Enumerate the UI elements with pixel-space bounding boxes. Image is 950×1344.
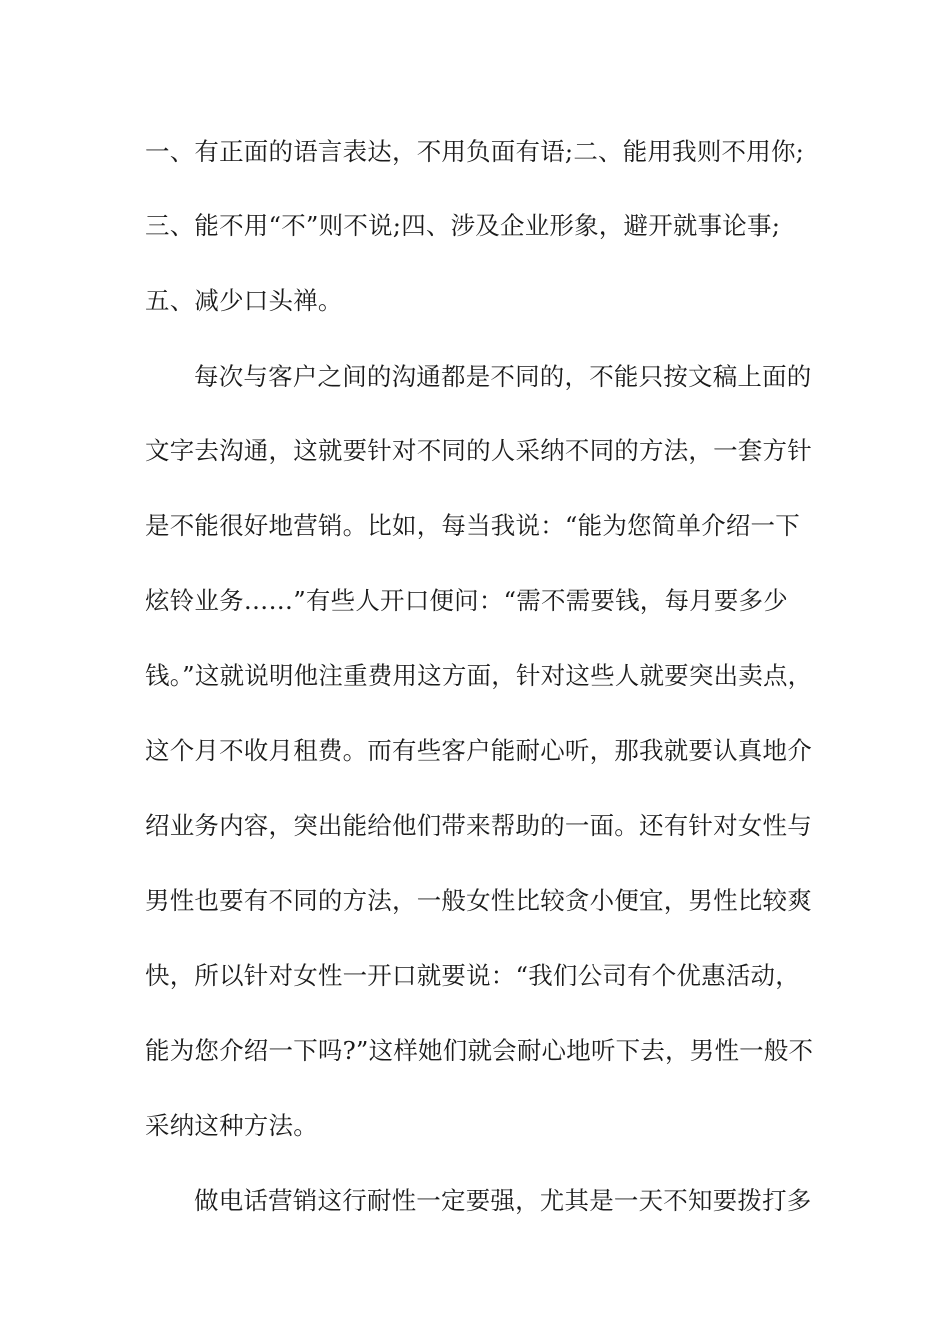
paragraph-first-line: 每次与客户之间的沟通都是不同的，不能只按文稿上面的: [194, 362, 812, 391]
text-line: 文字去沟通，这就要针对不同的人采纳不同的方法，一套方针: [145, 436, 812, 465]
text-line: 三、能不用“不”则不说;四、涉及企业形象，避开就事论事;: [145, 211, 781, 240]
text-line: 五、减少口头禅。: [145, 286, 343, 315]
text-line: 一、有正面的语言表达，不用负面有语;二、能用我则不用你;: [145, 137, 805, 166]
text-line: 快，所以针对女性一开口就要说：“我们公司有个优惠活动，: [145, 961, 800, 990]
text-line: 男性也要有不同的方法，一般女性比较贪小便宜，男性比较爽: [145, 886, 812, 915]
text-line: 能为您介绍一下吗?”这样她们就会耐心地听下去，男性一般不: [145, 1036, 814, 1065]
text-line: 绍业务内容，突出能给他们带来帮助的一面。还有针对女性与: [145, 811, 812, 840]
text-line: 是不能很好地营销。比如，每当我说：“能为您简单介绍一下: [145, 511, 800, 540]
text-line: 炫铃业务……”有些人开口便问：“需不需要钱，每月要多少: [145, 586, 788, 615]
paragraph-first-line: 做电话营销这行耐性一定要强，尤其是一天不知要拨打多: [194, 1186, 812, 1215]
text-line: 采纳这种方法。: [145, 1111, 318, 1140]
text-line: 这个月不收月租费。而有些客户能耐心听，那我就要认真地介: [145, 736, 812, 765]
text-line: 钱。”这就说明他注重费用这方面，针对这些人就要突出卖点，: [145, 661, 813, 690]
